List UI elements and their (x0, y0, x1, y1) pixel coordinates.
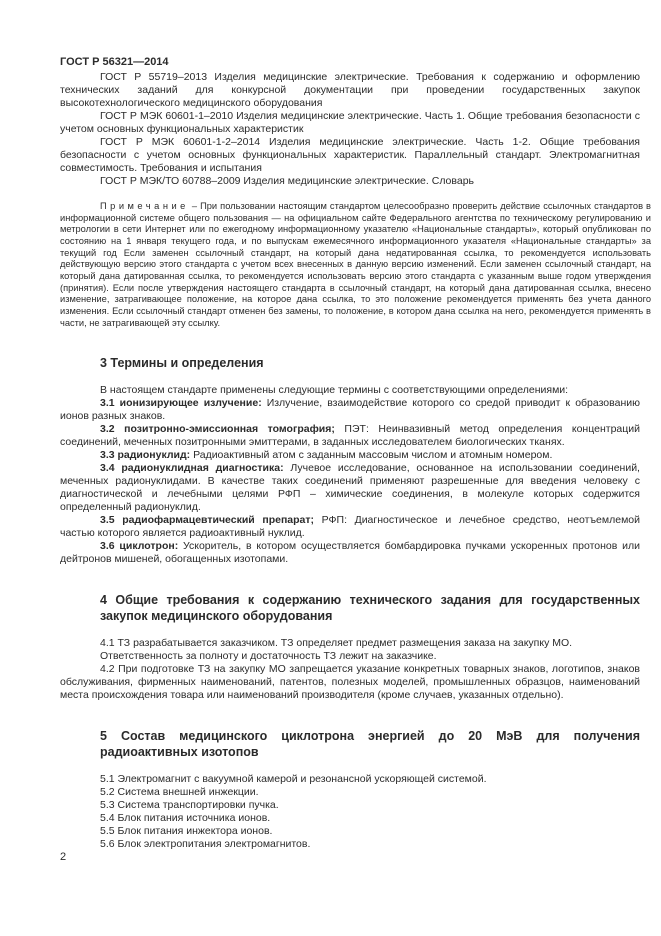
text-run: 5.1 Электромагнит с вакуумной камерой и резонансной ускоряющей системой. (100, 773, 487, 786)
term-definition (60, 449, 640, 462)
component-list-item (60, 838, 640, 851)
term-name: 3.3 радионуклид: (100, 449, 191, 462)
page-number: 2 (60, 851, 67, 864)
text-run: Радиоактивный атом с заданным массовым числом и атомным номером. (190, 449, 553, 462)
reference-entry (60, 136, 640, 175)
text-run: Лучевое исследование, основанное на использовании соединений, меченных радионуклидами. В качестве таких соединений применяют разрешенные для введения человеку с диагностической и лечебными целями РФП – химические соединения, в молекуле которых содержится определенный радионуклид. (60, 462, 640, 514)
term-definition (60, 514, 640, 540)
body-paragraph (60, 384, 640, 397)
term-name: 3.2 позитронно-эмиссионная томография; (100, 423, 335, 436)
text-run: 5.4 Блок питания источника ионов. (100, 812, 271, 825)
component-list-item (60, 825, 640, 838)
term-name: 3.4 радионуклидная диагностика: (100, 462, 284, 475)
component-list-item (60, 799, 640, 812)
text-run: Излучение, взаимодействие которого со средой приводит к образованию ионов разных знаков. (60, 397, 640, 423)
text-run: Ответственность за полноту и достаточность ТЗ лежит на заказчике. (100, 650, 437, 663)
section-heading (100, 728, 640, 760)
section-heading (100, 592, 640, 624)
text-run: ГОСТ Р 55719–2013 Изделия медицинские электрические. Требования к содержанию и оформлению технических заданий для конкурсной документации при проведении государственных закупок высокотехнологического медицинского оборудования (60, 71, 640, 109)
text-run: РФП: Диагностическое и лечебное средство, неотъемлемой частью которого является радиоактивный нуклид. (60, 514, 640, 540)
text-run: – При пользовании настоящим стандартом целесообразно проверить действие ссылочных стандартов в информационной системе общего пользования — на официальном сайте Федерального агентства по техническому регулированию и метрологии в сети Интернет или по ежегодному информационному указателю «Национальные стандарты», который опубликован по состоянию на 1 января текущего года, и по выпускам ежемесячного информационного указателя «Национальные стандарты» за текущий год Если заменен ссылочный стандарт, на который дана недатированная ссылка, то рекомендуется использовать действующую версию этого стандарта с учетом всех внесенных в данную версию изменений. Если заменен ссылочный стандарт, на который дана датированная ссылка, то рекомендуется использовать версию этого стандарта с указанным выше годом утверждения (принятия). Если после утверждения настоящего стандарта в ссылочный стандарт, на который дана датированная ссылка, внесено изменение, затрагивающее положение, на которое дана ссылка, то это положение рекомендуется применять без учета данного изменения. Если ссылочный стандарт отменен без замены, то положение, в котором дана ссылка на него, рекомендуется применять в части, не затрагивающей эту ссылку. (60, 201, 651, 328)
text-run: Ускоритель, в котором осуществляется бомбардировка пучками ускоренных протонов или дейтронов мишеней, обогащенных изотопами. (60, 540, 640, 566)
text-run: 5.3 Система транспортировки пучка. (100, 799, 279, 812)
term-definition (60, 462, 640, 514)
body-paragraph (60, 663, 640, 702)
term-name: 3.1 ионизирующее излучение: (100, 397, 262, 410)
text-run: 5.5 Блок питания инжектора ионов. (100, 825, 273, 838)
text-run: 5 Состав медицинского циклотрона энергией до 20 МэВ для получения радиоактивных изотопов (100, 729, 640, 760)
component-list-item (60, 786, 640, 799)
text-run: 3 Термины и определения (100, 356, 264, 371)
body-paragraph (60, 650, 640, 663)
term-definition (60, 540, 640, 566)
term-name: 3.5 радиофармацевтический препарат; (100, 514, 315, 527)
section-heading (100, 355, 640, 371)
text-run: 4 Общие требования к содержанию технического задания для государственных закупок медицинского оборудования (100, 593, 640, 624)
note-label: Примечание (100, 201, 189, 211)
text-run: ПЭТ: Неинвазивный метод определения концентраций соединений, меченных позитронными эмиттерами, в заданных исследователем биологических тканях. (60, 423, 640, 449)
text-run: В настоящем стандарте применены следующие термины с соответствующими определениями: (100, 384, 569, 397)
reference-entry (60, 110, 640, 136)
text-run: 4.1 ТЗ разрабатывается заказчиком. ТЗ определяет предмет размещения заказа на закупку МО. (100, 637, 573, 650)
component-list-item (60, 773, 640, 786)
reference-entry (60, 175, 640, 188)
component-list-item (60, 812, 640, 825)
document-header: ГОСТ Р 56321—2014 (60, 56, 169, 68)
document-body (60, 71, 651, 851)
term-definition (60, 397, 640, 423)
text-run: 5.2 Система внешней инжекции. (100, 786, 259, 799)
text-run: ГОСТ Р МЭК 60601-1–2010 Изделия медицинские электрические. Часть 1. Общие требования безопасности с учетом основных функциональных характеристик (60, 110, 640, 135)
body-paragraph (60, 637, 640, 650)
term-name: 3.6 циклотрон: (100, 540, 179, 553)
text-run: ГОСТ Р МЭК 60601-1-2–2014 Изделия медицинские электрические. Часть 1-2. Общие требования безопасности с учетом основных функциональных характеристик. Параллельный стандарт. Электромагнитная совместимость. Требования и испытания (60, 136, 640, 174)
reference-entry (60, 71, 640, 110)
note-paragraph (60, 201, 651, 329)
term-definition (60, 423, 640, 449)
text-run: 5.6 Блок электропитания электромагнитов. (100, 838, 311, 851)
text-run: 4.2 При подготовке ТЗ на закупку МО запрещается указание конкретных товарных знаков, логотипов, знаков обслуживания, фирменных наименований, патентов, полезных моделей, промышленных образцов, наименований места происхождения товара или наименований производителя (кроме случаев, указанных отдельно). (60, 663, 640, 702)
text-run: ГОСТ Р МЭК/ТО 60788–2009 Изделия медицинские электрические. Словарь (100, 175, 475, 187)
